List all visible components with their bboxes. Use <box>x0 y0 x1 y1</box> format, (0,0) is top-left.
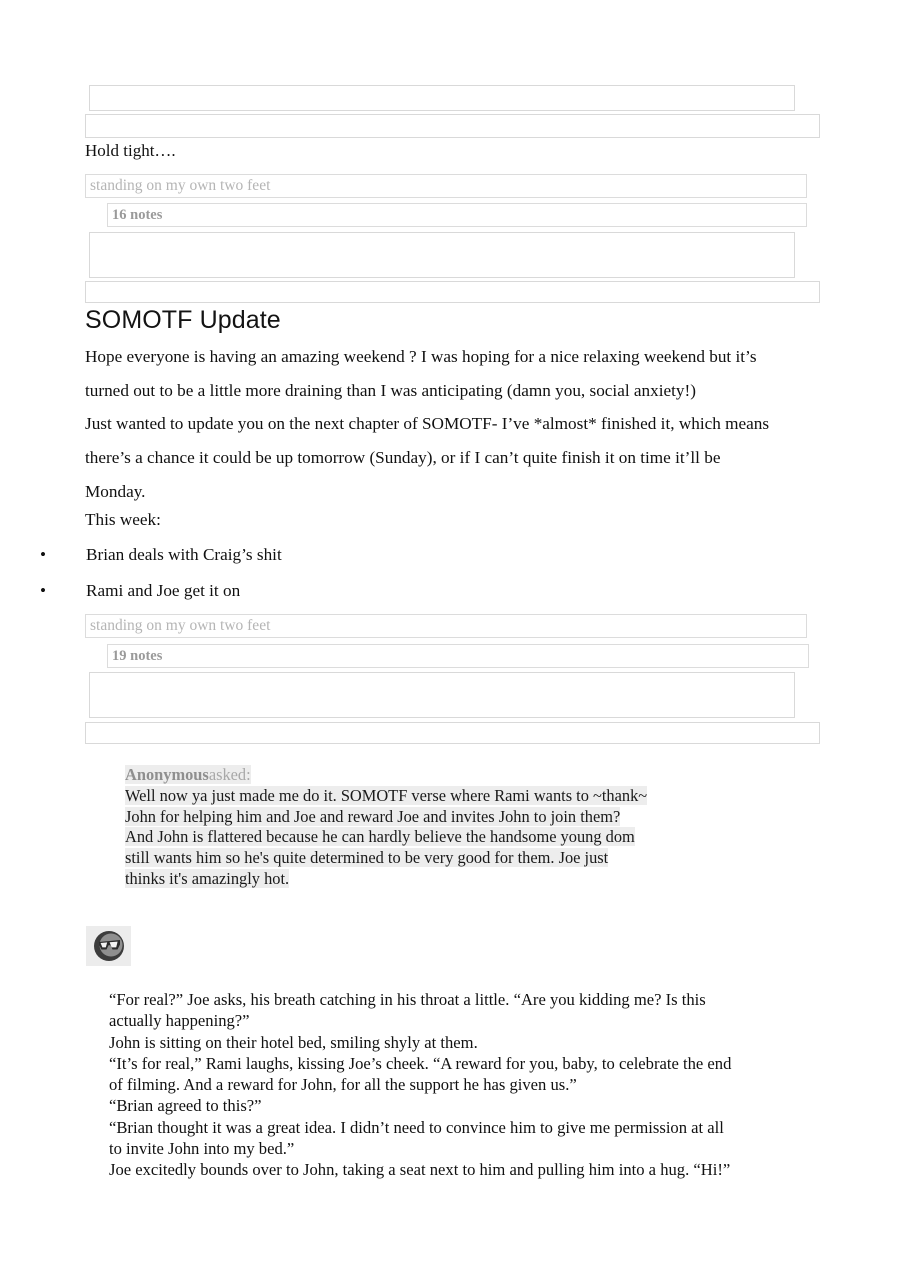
ask-asker-name: Anonymous <box>125 765 209 784</box>
post-one-footer-frame-2 <box>85 281 820 303</box>
post-one-header-frame-1 <box>89 85 795 111</box>
answer-line: “Brian thought it was a great idea. I didn’t need to convince him to give me permission at all <box>109 1117 724 1137</box>
answer-block <box>109 989 809 1181</box>
sunglasses-face-icon <box>92 929 126 963</box>
paragraph-line: turned out to be a little more draining than I was anticipating (damn you, social anxiety!) <box>85 380 696 400</box>
ask-line: John for helping him and Joe and reward Joe and invites John to join them? <box>125 806 621 826</box>
ask-block <box>125 765 745 890</box>
post-two-footer-frame-1 <box>89 672 795 718</box>
ask-line: still wants him so he's quite determined to be very good for them. Joe just <box>125 848 609 868</box>
answer-line: Joe excitedly bounds over to John, taking a seat next to him and pulling him into a hug. “Hi!” <box>109 1160 731 1180</box>
post-one-blog-title: standing on my own two feet <box>90 177 271 195</box>
post-two-blog-title: standing on my own two feet <box>90 617 271 635</box>
ask-line: And John is flattered because he can hardly believe the handsome young dom <box>125 827 635 847</box>
post-one-notes-row[interactable] <box>107 203 807 227</box>
bullet-text: Rami and Joe get it on <box>86 581 241 600</box>
ask-line: Well now ya just made me do it. SOMOTF verse where Rami wants to ~thank~ <box>125 785 648 805</box>
post-two-week-label: This week: <box>85 510 161 529</box>
post-one-header-frame-2 <box>85 114 820 138</box>
paragraph-line: there’s a chance it could be up tomorrow (Sunday), or if I can’t quite finish it on time it’ll be <box>85 448 721 468</box>
answer-line: “It’s for real,” Rami laughs, kissing Joe’s cheek. “A reward for you, baby, to celebrate the end <box>109 1053 732 1073</box>
post-one-notes-count: 16 notes <box>112 206 163 223</box>
bullet-marker-icon: • <box>40 581 47 600</box>
post-two-blog-title-row[interactable] <box>85 614 807 638</box>
post-two-notes-count: 19 notes <box>112 647 163 664</box>
post-two-notes-row[interactable] <box>107 644 809 668</box>
post-one-caption: Hold tight…. <box>85 141 176 160</box>
ask-asked-label: asked: <box>208 765 251 784</box>
post-two-paragraph-1 <box>85 340 825 509</box>
answer-line: to invite John into my bed.” <box>109 1139 295 1159</box>
post-one-footer-frame-1 <box>89 232 795 278</box>
answer-line: John is sitting on their hotel bed, smiling shyly at them. <box>109 1032 478 1052</box>
avatar[interactable] <box>86 926 131 966</box>
post-two-title: SOMOTF Update <box>85 306 281 334</box>
answer-line: of filming. And a reward for John, for all the support he has given us.” <box>109 1075 577 1095</box>
answer-line: actually happening?” <box>109 1011 250 1031</box>
answer-line: “For real?” Joe asks, his breath catching in his throat a little. “Are you kidding me? Is this <box>109 990 706 1009</box>
paragraph-line: Hope everyone is having an amazing weekend ? I was hoping for a nice relaxing weekend but it’s <box>85 347 757 366</box>
ask-line: thinks it's amazingly hot. <box>125 868 290 888</box>
post-two-footer-frame-2 <box>85 722 820 744</box>
paragraph-line: Just wanted to update you on the next chapter of SOMOTF- I’ve *almost* finished it, which means <box>85 414 770 434</box>
answer-line: “Brian agreed to this?” <box>109 1096 262 1116</box>
paragraph-line: Monday. <box>85 481 146 501</box>
post-one-blog-title-row[interactable] <box>85 174 807 198</box>
bullet-text: Brian deals with Craig’s shit <box>86 545 282 564</box>
bullet-marker-icon: • <box>40 545 47 564</box>
